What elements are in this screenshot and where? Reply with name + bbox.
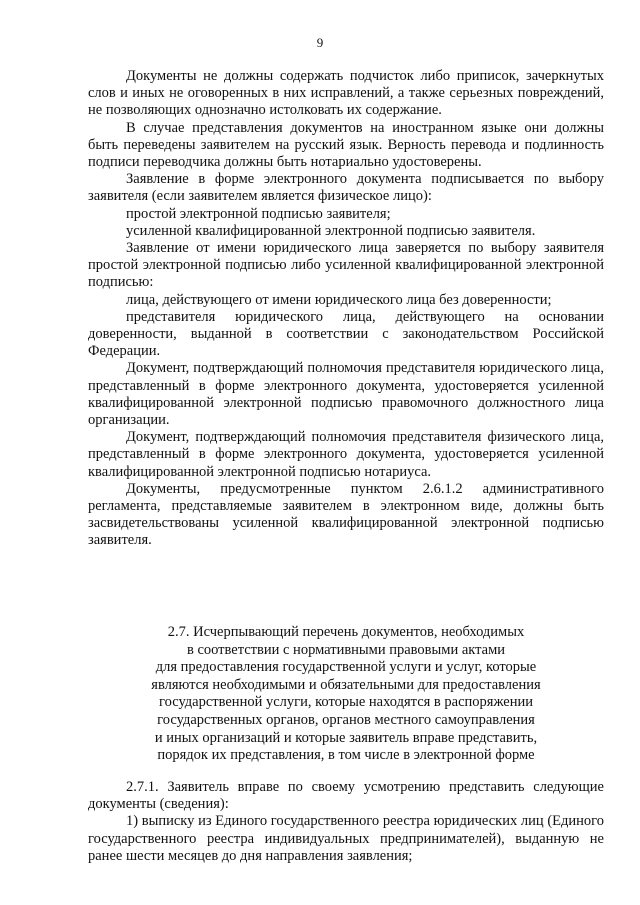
heading-line: государственных органов, органов местного самоуправления [157,711,535,728]
paragraph: Документы, предусмотренные пунктом 2.6.1.2 административного регламента, представляемые заявителем в электронном виде, должны быть засвидетельствованы усиленной квалифицированной электронной подписью заявителя. [88,480,604,549]
list-item: усиленной квалифицированной электронной подписью заявителя. [126,222,536,239]
heading-line: в соответствии с нормативными правовыми актами [186,641,506,658]
section-heading [88,624,604,765]
list-item: лица, действующего от имени юридического лица без доверенности; [126,291,552,308]
paragraph: В случае представления документов на иностранном языке они должны быть переведены заявителем на русский язык. Верность перевода и подлинность подписи переводчика должны быть нотариально удостоверены. [88,119,604,171]
list-item: 1) выписку из Единого государственного реестра юридических лиц (Единого государственного реестра индивидуальных предпринимателей), выданную не ранее шести месяцев до дня направления заявления; [88,813,604,864]
paragraph: Документ, подтверждающий полномочия представителя физического лица, представленный в форме электронного документа, удостоверяется усиленной квалифицированной электронной подписью нотариуса. [88,429,604,480]
heading-line: являются необходимыми и обязательными для предоставления [151,676,541,693]
heading-line: и иных организаций и которые заявитель вправе представить, [154,729,538,746]
paragraph: Заявление в форме электронного документа подписывается по выбору заявителя (если заявителем является физическое лицо): [88,171,604,205]
list-item: представителя юридического лица, действующего на основании доверенности, выданной в соответствии с законодательством Российской Федерации. [88,308,604,360]
heading-line: государственной услуги, которые находятся в распоряжении [159,694,533,711]
list-item: простой электронной подписью заявителя; [126,205,391,222]
heading-line: для предоставления государственной услуги и услуг, которые [155,659,537,676]
heading-line: порядок их представления, в том числе в электронной форме [157,747,535,764]
heading-line: 2.7. Исчерпывающий перечень документов, необходимых [167,624,525,640]
paragraph: 2.7.1. Заявитель вправе по своему усмотрению представить следующие документы (сведения): [88,779,604,813]
paragraph: Заявление от имени юридического лица заверяется по выбору заявителя простой электронной подписью либо усиленной квалифицированной электронной подписью: [88,240,604,291]
paragraph: Документ, подтверждающий полномочия представителя юридического лица, представленный в форме электронного документа, удостоверяется усиленной квалифицированной электронной подписью правомочного должностного лица организации. [88,360,604,429]
document-body [88,68,604,550]
section-body [88,779,604,865]
page-number: 9 [316,35,324,50]
paragraph: Документы не должны содержать подчисток либо приписок, зачеркнутых слов и иных не оговоренных в них исправлений, а также серьезных повреждений, не позволяющих однозначно истолковать их содержание. [88,68,604,119]
